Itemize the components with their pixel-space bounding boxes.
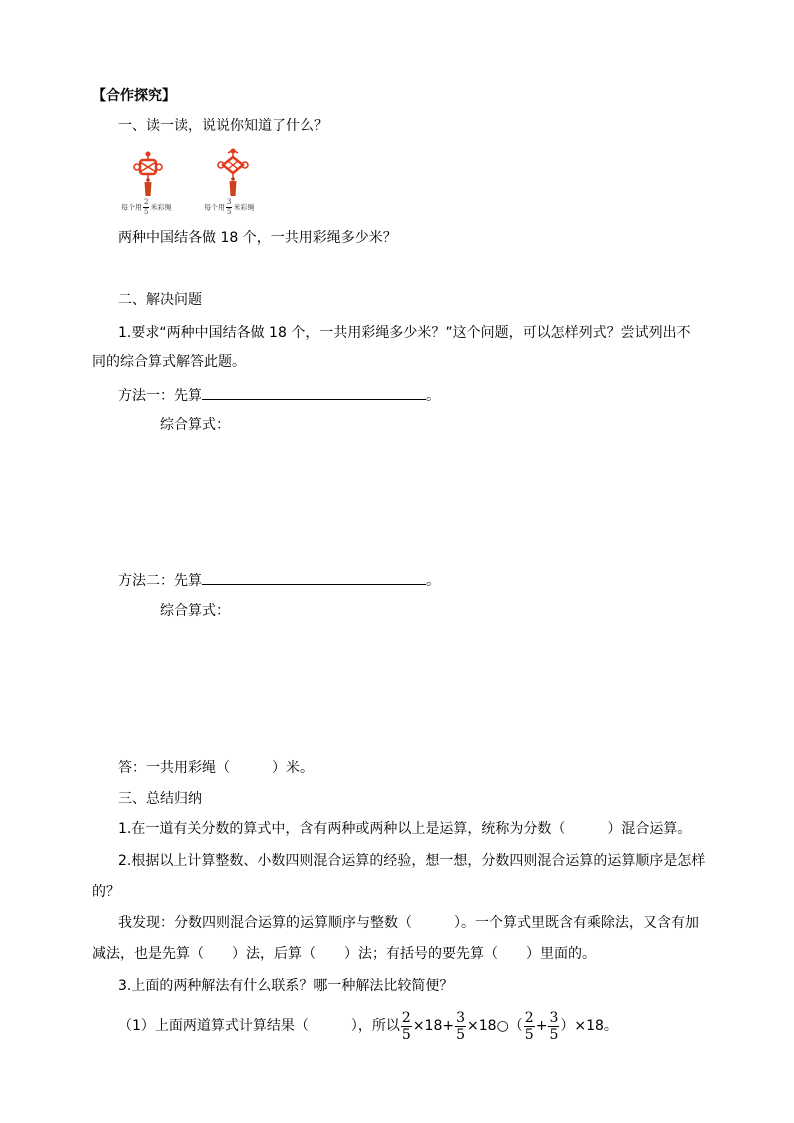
method1-row: 方法一：先算 。	[118, 385, 440, 406]
comparison-line: （1）上面两道算式计算结果（ ），所以 $\frac{2}{5}$ ×18+ $\frac{3}{5}$ ×18○（ $\frac{2}{5}$ + $\frac{3}{5}$ ）×18。	[118, 1009, 618, 1043]
part3-heading: 三、总结归纳	[118, 791, 202, 807]
method2-label: 方法二：先算	[118, 573, 202, 589]
chinese-knot-2-image	[213, 147, 253, 200]
answer-line: 答：一共用彩绳（ ）米。	[118, 760, 314, 776]
knot-1-caption: 每个用 $\frac{2}{5}$ 米彩绳	[121, 198, 172, 216]
method1-blank[interactable]	[202, 385, 426, 400]
method2-blank[interactable]	[202, 570, 426, 585]
chinese-knot-1-image	[128, 150, 168, 200]
summary-item-2-line2: 的？	[92, 884, 120, 900]
discovery-line2: 减法，也是先算（ ）法，后算（ ）法；有括号的要先算（ ）里面的。	[92, 946, 596, 962]
summary-item-2-line1: 2.根据以上计算整数、小数四则混合运算的经验，想一想，分数四则混合运算的运算顺序是怎样	[118, 853, 706, 869]
part2-q1-line2: 同的综合算式解答此题。	[92, 354, 246, 370]
formula1-label: 综合算式：	[160, 417, 230, 433]
part2-heading: 二、解决问题	[118, 292, 202, 308]
part2-q1-line1: 1.要求“两种中国结各做 18 个，一共用彩绳多少米？”这个问题，可以怎样列式？尝试列出不	[118, 325, 691, 341]
method2-row: 方法二：先算 。	[118, 570, 440, 591]
section-header: 【合作探究】	[92, 88, 176, 104]
summary-item-1: 1.在一道有关分数的算式中，含有两种或两种以上是运算，统称为分数（ ）混合运算。	[118, 821, 692, 837]
part1-heading: 一、读一读，说说你知道了什么？	[118, 118, 328, 134]
method1-label: 方法一：先算	[118, 388, 202, 404]
fraction-2-5-b: $\frac{2}{5}$	[524, 1009, 534, 1043]
fraction-3-5-b: $\frac{3}{5}$	[549, 1009, 559, 1043]
knot-2-caption: 每个用 $\frac{3}{5}$ 米彩绳	[204, 198, 255, 216]
part1-question: 两种中国结各做 18 个，一共用彩绳多少米？	[118, 230, 397, 246]
discovery-line1: 我发现：分数四则混合运算的运算顺序与整数（ ）。一个算式里既含有乘除法，又含有加	[118, 915, 699, 931]
fraction-3-5-a: $\frac{3}{5}$	[456, 1009, 466, 1043]
fraction-2-5-a: $\frac{2}{5}$	[401, 1009, 411, 1043]
summary-item-3: 3.上面的两种解法有什么联系？哪一种解法比较简便？	[118, 978, 454, 994]
formula2-label: 综合算式：	[160, 603, 230, 619]
